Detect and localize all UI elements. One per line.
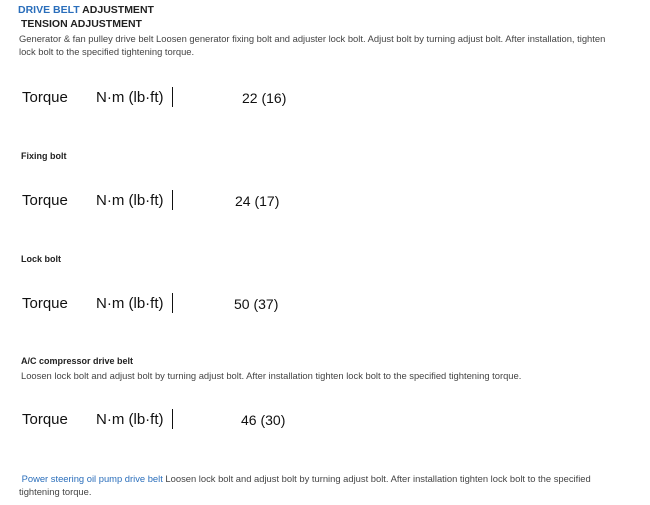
power-steering-paragraph	[19, 472, 624, 498]
page-title	[18, 4, 154, 16]
torque-divider	[172, 293, 173, 313]
torque-value: 24 (17)	[235, 193, 280, 209]
torque-value: 50 (37)	[234, 296, 279, 312]
power-steering-text: Loosen lock bolt and adjust bolt by turning adjust bolt. After installation tighten lock bolt to the specified tightening torque.	[19, 473, 591, 497]
torque-row-1	[22, 89, 322, 111]
torque-divider	[172, 190, 173, 210]
intro-paragraph: Generator & fan pulley drive belt Loosen generator fixing bolt and adjuster lock bolt. Adjust bolt by turning adjust bolt. After installation, tighten lock bolt to the specified tightening torque.	[19, 33, 606, 57]
torque-label: Torque	[22, 89, 68, 106]
fixing-bolt-label: Fixing bolt	[21, 151, 67, 161]
ac-compressor-label: A/C compressor drive belt	[21, 356, 134, 366]
torque-unit: N·m (lb·ft)	[96, 411, 164, 428]
ac-compressor-paragraph: Loosen lock bolt and adjust bolt by turning adjust bolt. After installation tighten lock bolt to the specified tightening torque.	[21, 370, 522, 381]
torque-unit: N·m (lb·ft)	[96, 295, 164, 312]
lock-bolt-label: Lock bolt	[21, 254, 61, 264]
torque-label: Torque	[22, 192, 68, 209]
torque-label: Torque	[22, 411, 68, 428]
torque-row-2	[22, 192, 322, 214]
torque-label: Torque	[22, 295, 68, 312]
section-subtitle: TENSION ADJUSTMENT	[21, 18, 142, 30]
torque-unit: N·m (lb·ft)	[96, 89, 164, 106]
torque-unit: N·m (lb·ft)	[96, 192, 164, 209]
torque-value: 22 (16)	[242, 90, 287, 106]
torque-divider	[172, 87, 173, 107]
torque-row-3	[22, 295, 322, 317]
title-rest: ADJUSTMENT	[79, 4, 154, 16]
torque-divider	[172, 409, 173, 429]
torque-value: 46 (30)	[241, 412, 286, 428]
torque-row-4	[22, 411, 322, 433]
drive-belt-link[interactable]: DRIVE BELT	[18, 4, 80, 16]
power-steering-link[interactable]: Power steering oil pump drive belt	[21, 473, 163, 484]
